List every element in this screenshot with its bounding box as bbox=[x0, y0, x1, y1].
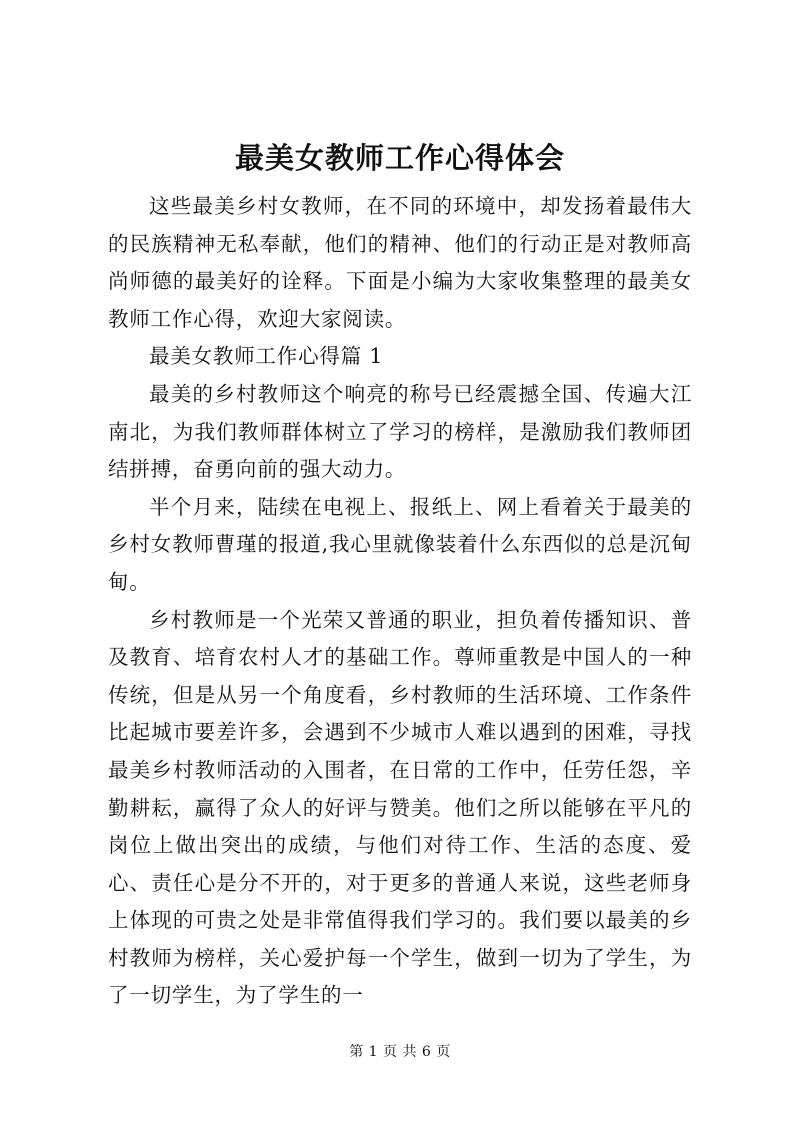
body-paragraph-3: 乡村教师是一个光荣又普通的职业，担负着传播知识、普及教育、培育农村人才的基础工作。尊师重教是中国人的一种传统，但是从另一个角度看，乡村教师的生活环境、工作条件比起城市要差许多，会遇到不少城市人难以遇到的困难，寻找最美乡村教师活动的入围者，在日常的工作中，任劳任怨，辛勤耕耘，赢得了众人的好评与赞美。他们之所以能够在平凡的岗位上做出突出的成绩，与他们对待工作、生活的态度、爱心、责任心是分不开的，对于更多的普通人来说，这些老师身上体现的可贵之处是非常值得我们学习的。我们要以最美的乡村教师为榜样，关心爱护每一个学生，做到一切为了学生，为了一切学生，为了学生的一 bbox=[108, 607, 692, 1008]
document-title: 最美女教师工作心得体会 bbox=[234, 141, 565, 175]
section-heading: 最美女教师工作心得篇 1 bbox=[149, 344, 384, 369]
body-paragraph-2: 半个月来，陆续在电视上、报纸上、网上看着关于最美的乡村女教师曹瑾的报道,我心里就像装着什么东西似的总是沉甸甸。 bbox=[108, 494, 692, 594]
intro-paragraph: 这些最美乡村女教师，在不同的环境中，却发扬着最伟大的民族精神无私奉献，他们的精神、他们的行动正是对教师高尚师德的最美好的诠释。下面是小编为大家收集整理的最美女教师工作心得，欢迎大家阅读。 bbox=[108, 194, 692, 331]
document-body bbox=[108, 188, 692, 1015]
body-paragraph-1: 最美的乡村教师这个响亮的称号已经震撼全国、传遍大江南北，为我们教师群体树立了学习的榜样，是激励我们教师团结拼搏，奋勇向前的强大动力。 bbox=[108, 381, 692, 482]
page-footer: 第 1 页 共 6 页 bbox=[349, 1044, 451, 1060]
